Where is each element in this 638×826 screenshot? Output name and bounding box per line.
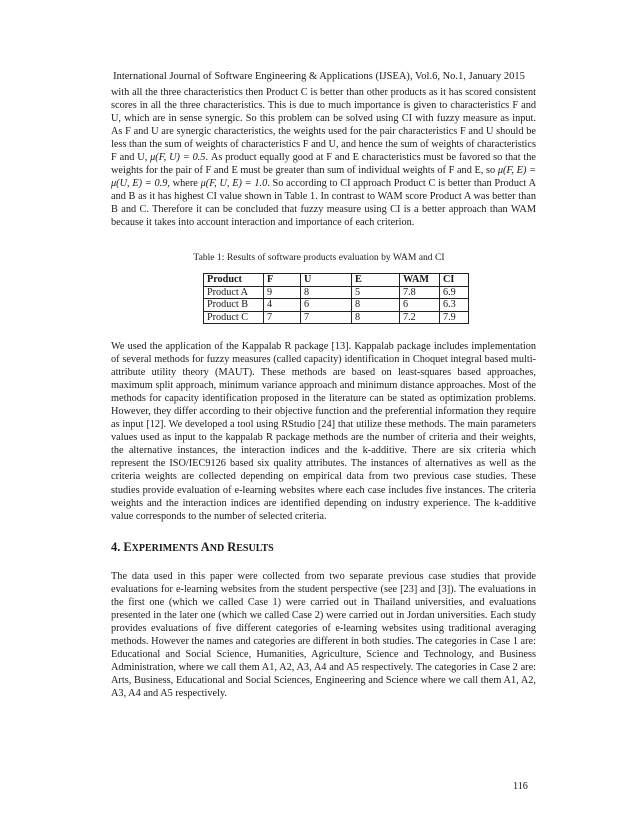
header-cell: E: [352, 274, 400, 287]
header-cell: CI: [440, 274, 469, 287]
table-cell: 6.9: [440, 286, 469, 299]
table-cell: Product A: [204, 286, 264, 299]
table-cell: Product B: [204, 299, 264, 312]
heading-initial: A: [200, 540, 210, 554]
table-row: [204, 286, 469, 299]
paragraph-kappalab: We used the application of the Kappalab R package [13]. Kappalab package includes implementation of several methods for fuzzy measures (called capacity) identification in Choquet integral based multi-attribute utility theory (MAUT). These methods are based on least-squares based approaches, maximum split approach, minimum variance approach and minimum distance approaches. Most of the methods for capacity identification proposed in the literature can be stated as optimization problems. However, they differ according to their objective function and the preferential information they require as input [12]. We developed a tool using RStudio [24] that utilize these methods. The main parameters values used as input to the kappalab R package methods are the number of criteria and their weights, the alternative instances, the interaction indices and the k-additive. There are six criteria which represent the ISO/IEC9126 based six quality attributes. The instances of alternatives as well as the criteria weights are collected depending on empirical data from two previous case studies. These studies provide evaluation of e-learning websites where each case includes five instances. The criteria weights and the interaction indices are identified depending on industry experience. The k-additive value corresponds to the number of selected criteria.: [111, 341, 536, 522]
running-header: International Journal of Software Engineering & Applications (IJSEA), Vol.6, No.1, January 2015: [113, 71, 525, 82]
heading-small-caps: ND: [209, 543, 225, 554]
header-cell: Product: [204, 274, 264, 287]
table-cell: 8: [352, 299, 400, 312]
table-cell: 4: [264, 299, 301, 312]
paragraph-text: with all the three characteristics then Product C is better than other products as it has scored consistent scores in all the three characteristics. This is due to much importance is given to characteristics F and U, which are in sense synergic. So this problem can be solved using CI with fuzzy measure as input. As F and U are synergic characteristics, the weights used for the pair characteristics F and U should be less than the sum of weights of characteristics F and U, and hence the sum of weights of characteristics F and U,: [111, 87, 536, 164]
table-cell: 8: [301, 286, 352, 299]
heading-small-caps: ESULTS: [236, 543, 274, 554]
formula-mu-fue: μ(F, U, E) = 1.0: [200, 178, 268, 190]
table-cell: 5: [352, 286, 400, 299]
paragraph-text: , where: [167, 178, 201, 190]
table-header-row: [204, 274, 469, 287]
results-table: [203, 273, 469, 324]
table-cell: 6: [400, 299, 440, 312]
paragraph-text: . As product equally good at F and E characteristics must be favored so that the weights for the pair of F and E must be greater than sum of individual weights of F and E, so: [111, 152, 536, 177]
header-cell: U: [301, 274, 352, 287]
paragraph-data-collection: The data used in this paper were collected from two separate previous case studies that provide evaluations for e-learning websites from the student perspective (see [23] and [3]). The evaluations in the first one (which we called Case 1) were carried out in Thailand universities, and evaluations presented in the later one (which we called Case 2) were carried out in Jordan universities. Each study provides evaluations of five different categories of e-learning websites using traditional averaging methods. However the names and categories are different in both studies. The categories in Case 1 are: Educational and Social Science, Humanities, Agriculture, Science and Technology, and Business Administration, where we call them A1, A2, A3, A4 and A5 respectively. The categories in Case 2 are: Arts, Business, Educational and Social Sciences, Engineering and Science where we call them A1, A2, A3, A4 and A5 respectively.: [111, 571, 536, 700]
table-row: [204, 299, 469, 312]
header-cell: F: [264, 274, 301, 287]
table-cell: 6.3: [440, 299, 469, 312]
table-cell: 7: [264, 311, 301, 324]
paragraph-product-comparison: [111, 86, 536, 230]
heading-initial: E: [123, 540, 132, 554]
section-number: 4.: [111, 540, 121, 554]
section-heading-experiments-results: [111, 540, 274, 555]
table-cell: 7: [301, 311, 352, 324]
formula-mu-fu: μ(F, U) = 0.5: [150, 152, 206, 164]
heading-small-caps: XPERIMENTS: [131, 543, 199, 554]
table-caption: Table 1: Results of software products evaluation by WAM and CI: [193, 252, 445, 263]
table-cell: 7.9: [440, 311, 469, 324]
paragraph-text: . So according to CI approach Product C is better than Product A and B as it has highest CI value shown in Table 1. In contrast to WAM score Product A was better than B and C. Therefore it can be concluded that fuzzy measure using CI is a better approach than WAM because it takes into account interaction and importance of each criterion.: [111, 178, 537, 229]
heading-initial: R: [227, 540, 237, 554]
table-cell: Product C: [204, 311, 264, 324]
header-cell: WAM: [400, 274, 440, 287]
table-cell: 6: [301, 299, 352, 312]
table-cell: 8: [352, 311, 400, 324]
table-cell: 7.2: [400, 311, 440, 324]
table-row: [204, 311, 469, 324]
table-cell: 9: [264, 286, 301, 299]
table-cell: 7.8: [400, 286, 440, 299]
page-number: 116: [513, 781, 528, 792]
formula-mu-fe-ue: μ(F, E) = μ(U, E) = 0.9: [111, 165, 536, 190]
